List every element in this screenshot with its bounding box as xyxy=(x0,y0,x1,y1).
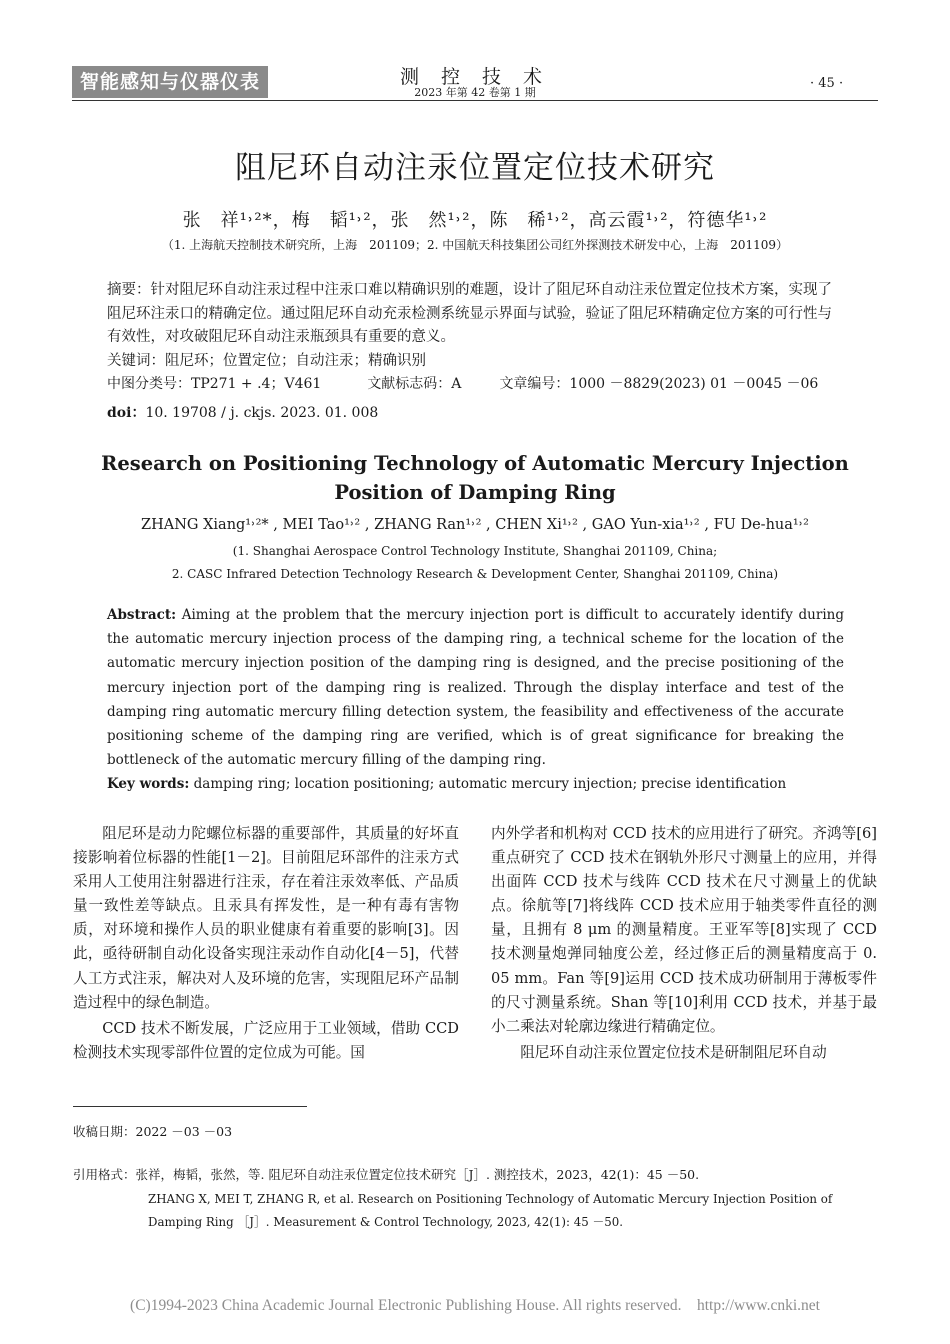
body-paragraph: 阻尼环是动力陀螺位标器的重要部件，其质量的好坏直接影响着位标器的性能[1－2]。目前阻尼环部件的注汞方式采用人工使用注射器进行注汞，存在着注汞效率低、产品质量一致性差等缺点。且汞具有挥发性，是一种有毒有害物质，对环境和操作人员的职业健康有着重要的影响[3]。因此，亟待研制自动化设备实现注汞动作自动化[4－5]，代替人工方式注汞，解决对人及环境的危害，实现阻尼环产品制造过程中的绿色制造。 xyxy=(73,825,459,1011)
authors-cn: 张 祥¹˒²*，梅 韬¹˒²，张 然¹˒²，陈 稀¹˒²，高云霞¹˒²，符德华¹˒² xyxy=(182,210,768,231)
affiliation-en-line-1: (1. Shanghai Aerospace Control Technology Institute, Shanghai 201109, China; xyxy=(232,544,718,558)
citation-cn: 引用格式：张祥，梅韬，张然，等. 阻尼环自动注汞位置定位技术研究［J］. 测控技术，2023，42(1)：45 －50. xyxy=(73,1167,700,1182)
body-column-left xyxy=(73,822,459,1065)
journal-issue: 2023 年第 42 卷第 1 期 xyxy=(414,86,536,99)
body-column-right xyxy=(491,822,877,1065)
abstract-en-body xyxy=(107,603,844,772)
body-paragraph: 阻尼环自动注汞位置定位技术是研制阻尼环自动 xyxy=(520,1043,827,1061)
doi-line xyxy=(107,402,378,422)
header-divider xyxy=(72,100,878,101)
journal-title: 测 控 技 术 xyxy=(399,66,551,88)
keywords-en-text: damping ring; location positioning; automatic mercury injection; precise identification xyxy=(189,776,787,793)
keywords-en-label: Key words: xyxy=(107,776,190,793)
keywords-cn-label: 关键词： xyxy=(107,352,165,369)
abstract-en-label: Abstract: xyxy=(107,607,177,623)
received-date: 收稿日期：2022 －03 －03 xyxy=(73,1124,233,1139)
abstract-cn xyxy=(107,279,844,397)
title-en-line-2: Position of Damping Ring xyxy=(334,481,616,504)
clc-number: 中图分类号：TP271 + .4；V461 xyxy=(107,376,322,392)
keywords-en xyxy=(107,772,844,796)
abstract-cn-text: 针对阻尼环自动注汞过程中注汞口难以精确识别的难题，设计了阻尼环自动注汞位置定位技术方案，实现了阻尼环注汞口的精确定位。通过阻尼环自动充汞检测系统显示界面与试验，验证了阻尼环精确定位方案的可行性与有效性，对攻破阻尼环自动注汞瓶颈具有重要的意义。 xyxy=(107,282,832,345)
abstract-en xyxy=(107,603,844,797)
abstract-cn-label: 摘要： xyxy=(107,282,151,298)
affiliation-cn: （1. 上海航天控制技术研究所，上海 201109；2. 中国航天科技集团公司红外探测技术研发中心，上海 201109） xyxy=(161,238,789,252)
footnote-divider xyxy=(73,1106,307,1107)
authors-en: ZHANG Xiang¹˒²* , MEI Tao¹˒² , ZHANG Ran¹˒² , CHEN Xi¹˒² , GAO Yun-xia¹˒² , FU De-hua¹˒² xyxy=(141,517,809,533)
keywords-cn-text: 阻尼环；位置定位；自动注汞；精确识别 xyxy=(165,352,426,369)
abstract-cn-body xyxy=(107,279,844,350)
article-number: 文章编号：1000 －8829(2023) 01 －0045 －06 xyxy=(499,376,819,392)
title-en-line-1: Research on Positioning Technology of Automatic Mercury Injection xyxy=(101,452,849,475)
body-paragraph: CCD 技术不断发展，广泛应用于工业领域，借助 CCD 检测技术实现零部件位置的定位成为可能。国 xyxy=(73,1019,459,1061)
paper-title-cn: 阻尼环自动注汞位置定位技术研究 xyxy=(235,150,715,186)
document-code: 文献标志码：A xyxy=(367,376,462,392)
doi-label: doi： xyxy=(107,405,146,421)
body-paragraph: 内外学者和机构对 CCD 技术的应用进行了研究。齐鸿等[6]重点研究了 CCD 技术在钢轨外形尺寸测量上的应用，并得出面阵 CCD 技术与线阵 CCD 技术在尺寸测量上的优缺点。徐航等[7]将线阵 CCD 技术应用于轴类零件直径的测量，且拥有 8 μm 的测量精度。王亚军等[8]实现了 CCD 技术测量炮弹同轴度公差，经过修正后的测量精度高于 0. 05 mm。Fan 等[9]运用 CCD 技术成功研制用于薄板零件的尺寸测量系统。Shan 等[10]利用 CCD 技术，并基于最小二乘法对轮廓边缘进行精确定位。 xyxy=(491,825,877,1035)
section-tag: 智能感知与仪器仪表 xyxy=(72,66,268,98)
abstract-en-text: Aiming at the problem that the mercury injection port is difficult to accurately identify during the automatic mercury injection process of the damping ring, a technical scheme for the location of the automatic mercury injection position of the damping ring is designed, and the precise positioning of the mercury injection port of the damping ring is realized. Through the display interface and test of the damping ring automatic mercury filling detection system, the feasibility and effectiveness of the accurate positioning scheme of the damping ring are verified, which is of great significance for breaking the bottleneck of the automatic mercury filling of the damping ring. xyxy=(107,607,844,769)
doi-value: 10. 19708 / j. ckjs. 2023. 01. 008 xyxy=(145,405,379,421)
citation-en: ZHANG X, MEI T, ZHANG R, et al. Research on Positioning Technology of Automatic Mercury Injection Position of Damping Ring ［J］. Measurement & Control Technology, 2023, 42(1): 45 －50. xyxy=(148,1192,833,1229)
copyright-notice: (C)1994-2023 China Academic Journal Electronic Publishing House. All rights reserved. http://www.cnki.net xyxy=(130,1297,820,1314)
classification-line xyxy=(107,373,844,397)
keywords-cn xyxy=(107,350,844,374)
affiliation-en-line-2: 2. CASC Infrared Detection Technology Research & Development Center, Shanghai 201109, China) xyxy=(171,567,779,581)
page-number: · 45 · xyxy=(810,76,844,91)
paper-title-en xyxy=(0,449,950,507)
